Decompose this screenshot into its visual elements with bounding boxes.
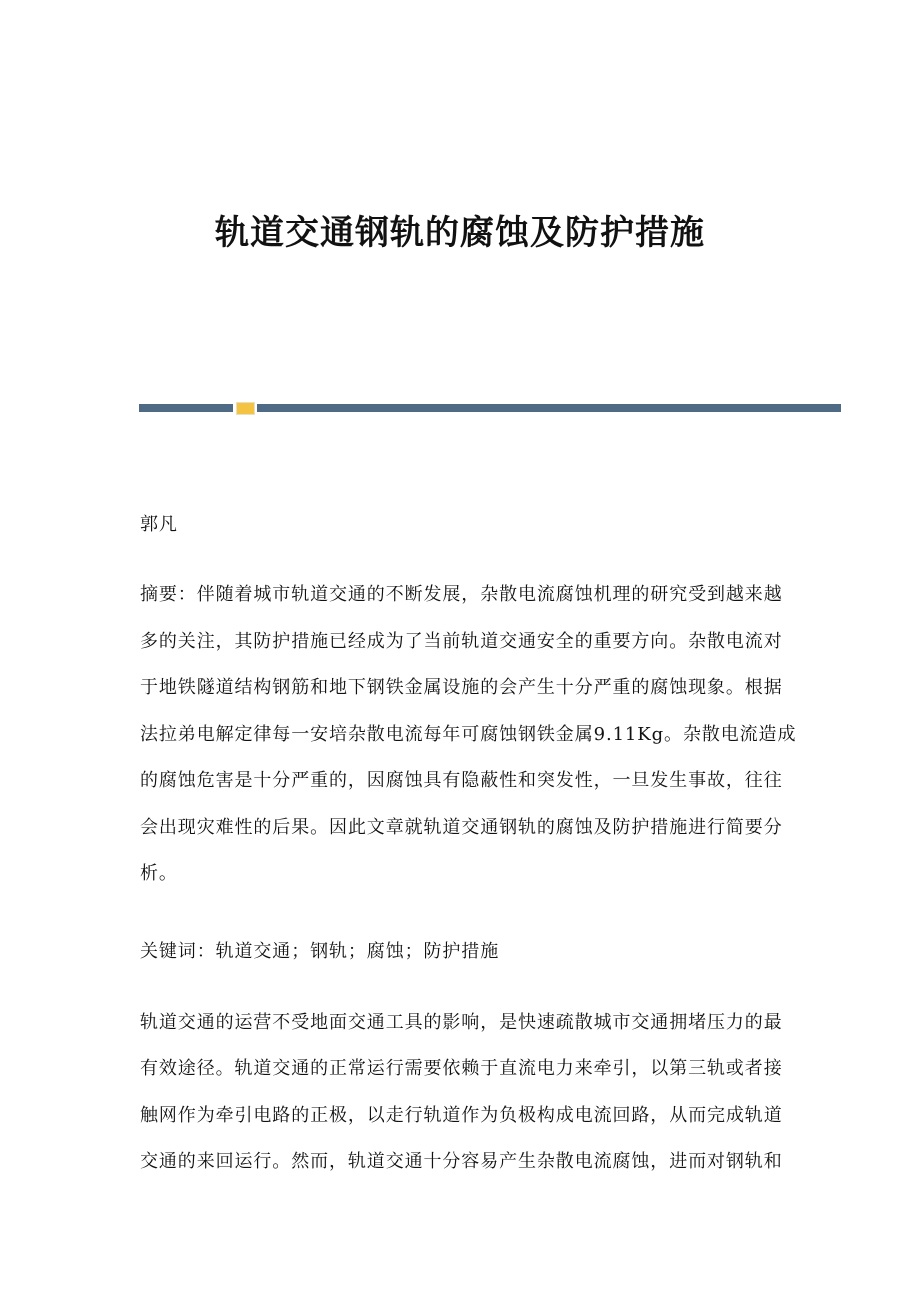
body-line: 轨道交通的运营不受地面交通工具的影响，是快速疏散城市交通拥堵压力的最 — [140, 1012, 783, 1033]
abstract-line: 多的关注，其防护措施已经成为了当前轨道交通安全的重要方向。杂散电流对 — [140, 631, 783, 652]
divider-bar-left — [139, 404, 233, 412]
body-line: 触网作为牵引电路的正极，以走行轨道作为负极构成电流回路，从而完成轨道 — [140, 1105, 783, 1126]
abstract-line: 法拉弟电解定律每一安培杂散电流每年可腐蚀钢铁金属9.11Kg。杂散电流造成 — [140, 724, 797, 745]
author: 郭凡 — [140, 514, 178, 535]
abstract-line: 会出现灾难性的后果。因此文章就轨道交通钢轨的腐蚀及防护措施进行简要分 — [140, 817, 783, 838]
abstract-line: 的腐蚀危害是十分严重的，因腐蚀具有隐蔽性和突发性，一旦发生事故，往往 — [140, 770, 783, 791]
document-title: 轨道交通钢轨的腐蚀及防护措施 — [215, 213, 705, 253]
abstract-line: 摘要：伴随着城市轨道交通的不断发展，杂散电流腐蚀机理的研究受到越来越 — [140, 584, 783, 605]
title-divider — [139, 404, 841, 412]
body-line: 有效途径。轨道交通的正常运行需要依赖于直流电力来牵引，以第三轨或者接 — [140, 1058, 783, 1079]
keywords: 关键词：轨道交通；钢轨；腐蚀；防护措施 — [140, 941, 500, 962]
divider-ornament-icon — [236, 402, 255, 415]
abstract-line: 于地铁隧道结构钢筋和地下钢铁金属设施的会产生十分严重的腐蚀现象。根据 — [140, 677, 783, 698]
body-line: 交通的来回运行。然而，轨道交通十分容易产生杂散电流腐蚀，进而对钢轨和 — [140, 1151, 783, 1172]
abstract-line: 析。 — [140, 863, 178, 884]
divider-bar-right — [257, 404, 841, 412]
